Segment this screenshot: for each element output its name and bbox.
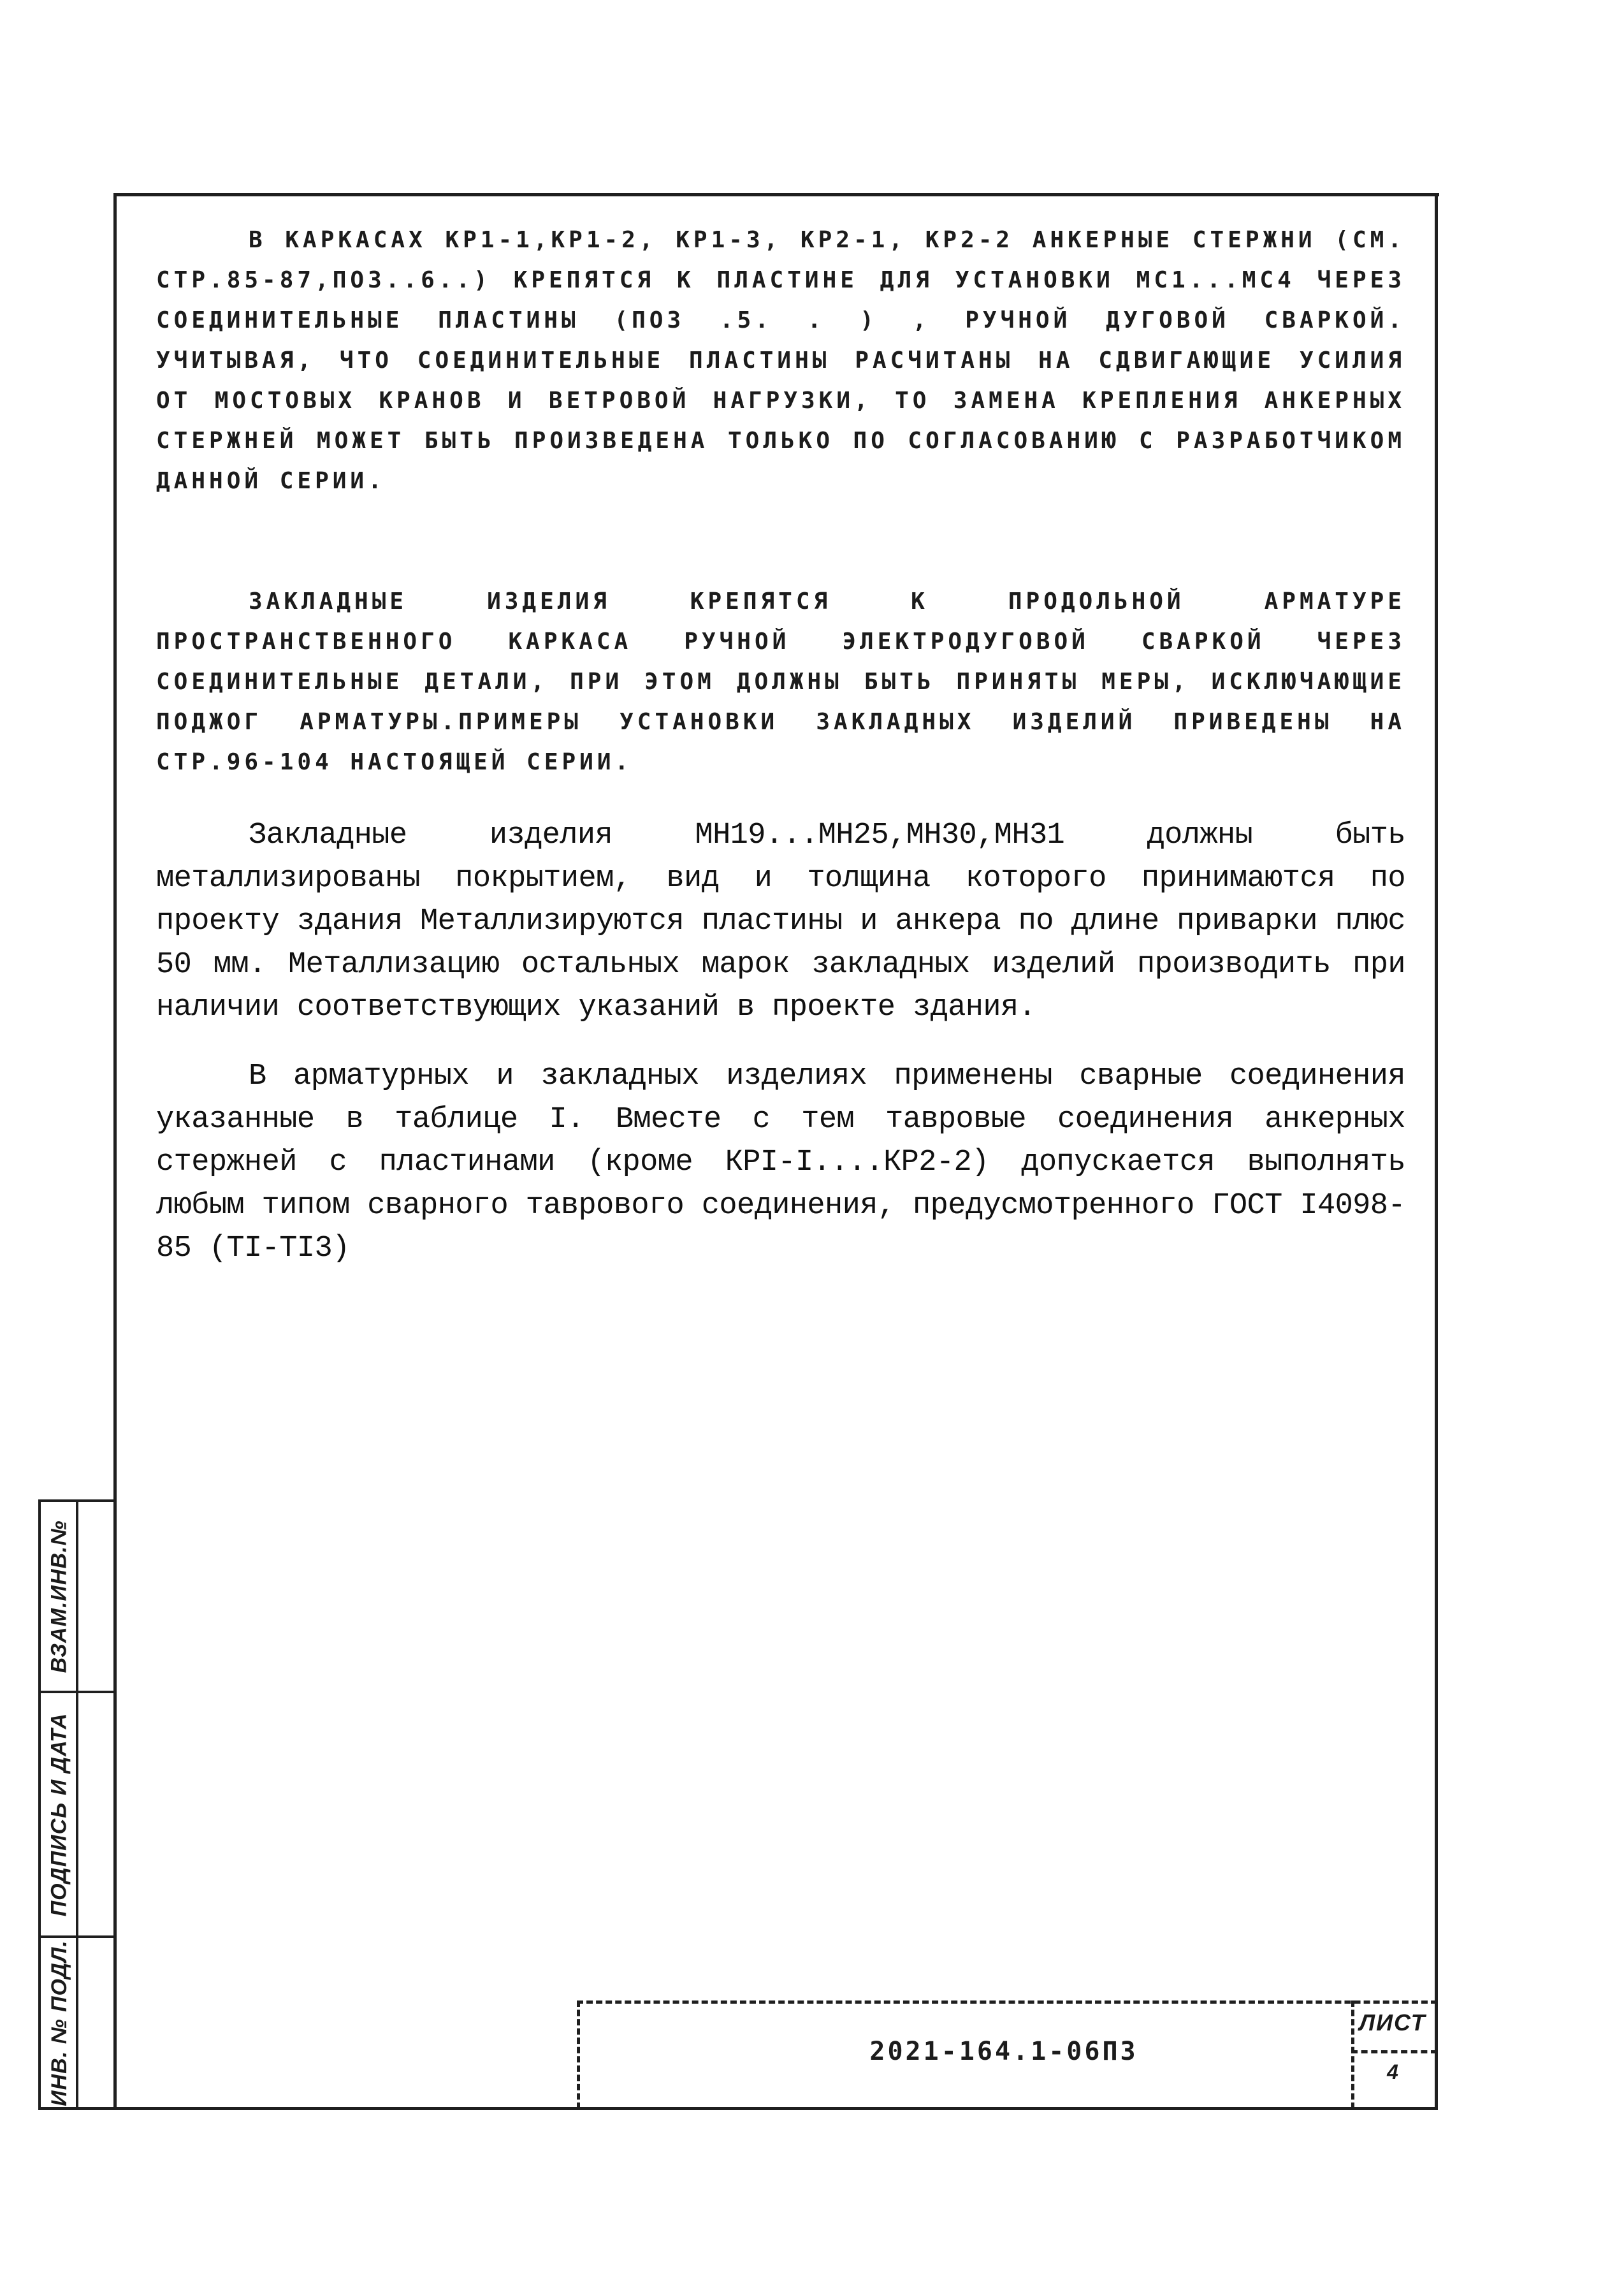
stamp-divider-vertical (76, 1502, 78, 2108)
sheet-label: ЛИСТ (1359, 2009, 1426, 2036)
stamp-cell-replacement-inventory (43, 1502, 75, 1691)
stamp-label-original-inventory: ИНВ. № ПОДЛ. (47, 1939, 71, 2106)
stamp-cell-original-inventory (43, 1938, 75, 2108)
title-block-top-line (577, 2000, 1437, 2004)
paragraph-metallization (156, 814, 1405, 1031)
paragraph-weld-joints-text: В арматурных и закладных изделиях применены сварные соединения указанные в таблице I. Вместе с тем тавровые соединения анкерных стержней с пластинами (кроме КРI-I....КР2-2) допускается выполнять любым типом сварного таврового соединения, предусмотренного ГОСТ I4098-85 (TI-TI3) (156, 1060, 1405, 1265)
paragraph-metallization-text: Закладные изделия МН19...МН25,МН30,МН31 должны быть металлизированы покрытием, вид и толщина которого принимаются по проекту здания Металлизируются пластины и анкера по длине приварки плюс 50 мм. Металлизацию остальных марок закладных изделий производить при наличии соответствующих указаний в проекте здания. (156, 819, 1405, 1024)
paragraph-embedded-parts-welding (156, 581, 1405, 792)
sheet-number: 4 (1387, 2060, 1398, 2083)
margin-stamp (38, 1499, 117, 2110)
paragraph-weld-joints (156, 1055, 1405, 1275)
stamp-label-replacement-inventory: ВЗАМ.ИНВ.№ (47, 1520, 71, 1673)
paragraph-embedded-parts-welding-text: ЗАКЛАДНЫЕ ИЗДЕЛИЯ КРЕПЯТСЯ К ПРОДОЛЬНОЙ АРМАТУРЕ ПРОСТРАНСТВЕННОГО КАРКАСА РУЧНОЙ ЭЛЕКТРОДУГОВОЙ СВАРКОЙ ЧЕРЕЗ СОЕДИНИТЕЛЬНЫЕ ДЕТАЛИ, ПРИ ЭТОМ ДОЛЖНЫ БЫТЬ ПРИНЯТЫ МЕРЫ, ИСКЛЮЧАЮЩИЕ ПОДЖОГ АРМАТУРЫ.ПРИМЕРЫ УСТАНОВКИ ЗАКЛАДНЫХ ИЗДЕЛИЙ ПРИВЕДЕНЫ НА СТР.96-104 НАСТОЯЩЕЙ СЕРИИ. (156, 588, 1405, 775)
stamp-label-signature-date: ПОДПИСЬ И ДАТА (47, 1712, 71, 1916)
frame-right-border (1435, 193, 1438, 2110)
frame-bottom-border (38, 2107, 1438, 2110)
paragraph-anchor-rods-text: В КАРКАСАХ КР1-1,КР1-2, КР1-3, КР2-1, КР2-2 АНКЕРНЫЕ СТЕРЖНИ (СМ. СТР.85-87,ПОЗ..6..) КРЕПЯТСЯ К ПЛАСТИНЕ ДЛЯ УСТАНОВКИ МС1...МС4 ЧЕРЕЗ СОЕДИНИТЕЛЬНЫЕ ПЛАСТИНЫ (ПОЗ .5. . ) , РУЧНОЙ ДУГОВОЙ СВАРКОЙ. УЧИТЫВАЯ, ЧТО СОЕДИНИТЕЛЬНЫЕ ПЛАСТИНЫ РАСЧИТАНЫ НА СДВИГАЮЩИЕ УСИЛИЯ ОТ МОСТОВЫХ КРАНОВ И ВЕТРОВОЙ НАГРУЗКИ, ТО ЗАМЕНА КРЕПЛЕНИЯ АНКЕРНЫХ СТЕРЖНЕЙ МОЖЕТ БЫТЬ ПРОИЗВЕДЕНА ТОЛЬКО ПО СОГЛАСОВАНИЮ С РАЗРАБОТЧИКОМ ДАННОЙ СЕРИИ. (156, 227, 1405, 494)
title-block-left-line (577, 2000, 580, 2109)
title-block-sheet-line (1351, 2050, 1437, 2053)
paragraph-anchor-rods (156, 220, 1405, 542)
stamp-cell-signature-date (43, 1693, 75, 1935)
frame-top-border (113, 193, 1439, 196)
document-code: 2021-164.1-06ПЗ (869, 2037, 1138, 2066)
